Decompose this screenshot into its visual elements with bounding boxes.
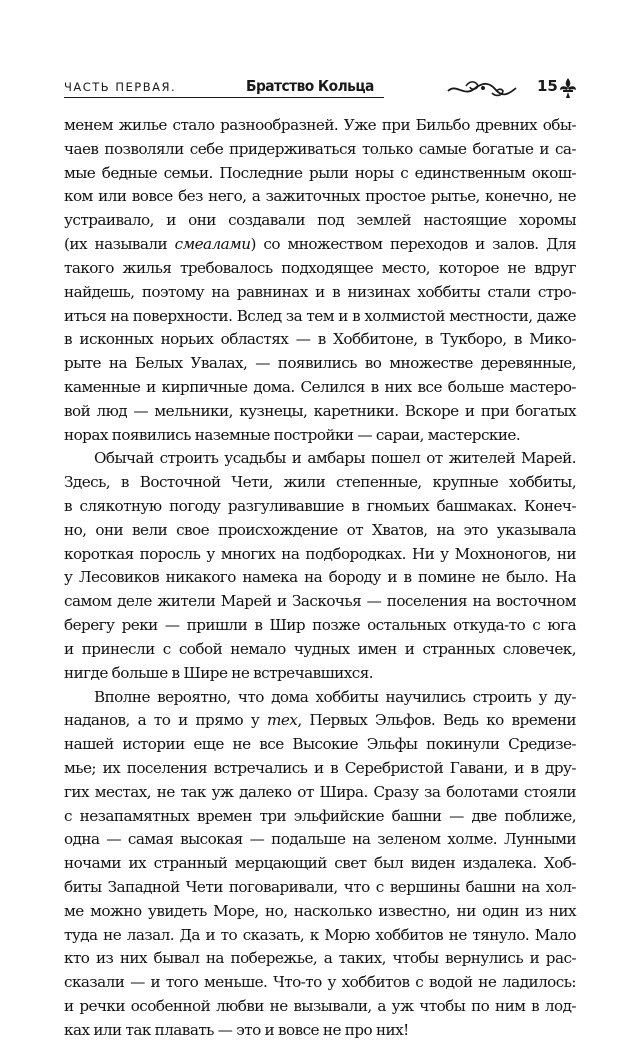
fleur-de-lis-icon xyxy=(558,77,578,99)
italic-term: смеалами xyxy=(174,235,251,254)
text-line xyxy=(64,352,576,376)
text-run: , Первых Эльфов. Ведь ко времени xyxy=(297,711,576,730)
text-line xyxy=(64,281,576,305)
text-run: мье; их поселения встречались и в Серебристой Гавани, и в дру- xyxy=(64,758,576,777)
text-line xyxy=(64,995,576,1019)
text-run: мые бедные семьи. Последние рыли норы с единственным окош- xyxy=(64,163,576,182)
flourish-ornament-icon xyxy=(446,77,520,99)
text-run: найдешь, поэтому на равнинах и в низинах хоббиты стали стро- xyxy=(64,282,576,301)
text-run: сказали — и того меньше. Что-то у хоббитов с водой не ладилось: xyxy=(64,973,576,992)
text-line xyxy=(64,376,576,400)
text-run: иться на поверхности. Вслед за тем и в холмистой местности, даже xyxy=(64,306,576,325)
text-run: короткая поросль у многих на подбородках. Ни у Мохноногов, ни xyxy=(64,544,576,563)
header-rule xyxy=(64,97,384,98)
text-line xyxy=(64,733,576,757)
text-line xyxy=(64,209,576,233)
text-line xyxy=(64,828,576,852)
text-run: устраивало, и они создавали под землей настоящие хоромы xyxy=(64,211,576,230)
text-run: но, они вели свое происхождение от Хватов, на это указывала xyxy=(64,520,576,539)
italic-term: тех xyxy=(267,711,298,730)
text-line xyxy=(64,781,576,805)
text-run: и речки особенной любви не вызывали, а уж чтобы по ним в лод- xyxy=(64,997,576,1016)
text-line xyxy=(64,924,576,948)
text-run: нашей истории еще не все Высокие Эльфы покинули Средизе- xyxy=(64,735,576,754)
text-line xyxy=(64,662,576,686)
text-run: и принесли с собой немало чудных имен и странных словечек, xyxy=(64,639,576,658)
text-line xyxy=(64,1019,576,1043)
text-run: вой люд — мельники, кузнецы, каретники. Вскоре и при богатых xyxy=(64,401,576,420)
text-run: такого жилья требовалось подходящее место, которое не вдруг xyxy=(64,258,576,277)
text-line xyxy=(64,566,576,590)
text-line xyxy=(64,400,576,424)
text-line xyxy=(64,162,576,186)
text-run: одна — самая высокая — подальше на зеленом холме. Лунными xyxy=(64,830,576,849)
text-run: Обычай строить усадьбы и амбары пошел от жителей Марей. xyxy=(94,449,576,468)
text-run: нигде больше в Шире не встречавшихся. xyxy=(64,663,374,682)
text-line xyxy=(64,471,576,495)
running-header xyxy=(64,76,572,100)
text-run: наданов, а то и прямо у xyxy=(64,711,268,730)
text-run: каменные и кирпичные дома. Селился в них все больше мастеро- xyxy=(64,377,576,396)
text-run: в исконных норьих областях — в Хоббитоне, в Тукборо, в Мико- xyxy=(64,330,576,349)
part-label: ЧАСТЬ ПЕРВАЯ. xyxy=(64,80,177,94)
text-run: чаев позволяли себе придерживаться только самые богатые и са- xyxy=(64,139,576,158)
text-run: Здесь, в Восточной Чети, жили степенные, крупные хоббиты, xyxy=(64,473,576,492)
page-number: 15 xyxy=(537,77,558,95)
text-run: с незапамятных времен три эльфийские башни — две поближе, xyxy=(64,806,576,825)
text-line xyxy=(64,971,576,995)
text-line xyxy=(64,233,576,257)
text-line xyxy=(64,138,576,162)
body-text xyxy=(64,114,576,1043)
text-line xyxy=(64,900,576,924)
text-line xyxy=(64,305,576,329)
text-line xyxy=(64,876,576,900)
text-run: у Лесовиков никакого намека на бороду и в помине не было. На xyxy=(64,568,576,587)
book-title: Братство Кольца xyxy=(246,77,374,95)
text-line xyxy=(64,114,576,138)
text-line xyxy=(64,709,576,733)
text-line xyxy=(64,495,576,519)
text-run: ком или вовсе без него, а зажиточных простое рытье, конечно, не xyxy=(64,187,576,206)
text-line xyxy=(64,185,576,209)
text-line xyxy=(64,757,576,781)
text-line xyxy=(64,424,576,448)
text-line xyxy=(64,638,576,662)
text-run: в слякотную погоду разгуливавшие в гномьих башмаках. Конеч- xyxy=(64,497,576,515)
text-run: рыте на Белых Увалах, — появились во множестве деревянные, xyxy=(64,354,576,373)
text-run: менем жилье стало разнообразней. Уже при Бильбо древних обы- xyxy=(64,116,576,134)
text-run: ме можно увидеть Море, но, насколько известно, ни один из них xyxy=(64,901,576,920)
text-line xyxy=(64,686,576,710)
text-run: ) со множеством переходов и залов. Для xyxy=(250,235,576,254)
text-run: берегу реки — пришли в Шир позже остальных откуда-то с юга xyxy=(64,616,576,635)
text-line xyxy=(64,519,576,543)
text-line xyxy=(64,852,576,876)
text-run: самом деле жители Марей и Заскочья — поселения на восточном xyxy=(64,592,576,611)
text-line xyxy=(64,447,576,471)
text-line xyxy=(64,257,576,281)
text-run: гих местах, не так уж далеко от Шира. Сразу за болотами стояли xyxy=(64,782,576,801)
text-line xyxy=(64,947,576,971)
text-run: туда не лазал. Да и то сказать, к Морю хоббитов не тянуло. Мало xyxy=(64,925,576,944)
text-run: ках или так плавать — это и вовсе не про них! xyxy=(64,1020,409,1039)
text-run: кто из них бывал на побережье, а таких, чтобы вернулись и рас- xyxy=(64,949,576,968)
text-line xyxy=(64,543,576,567)
text-run: Вполне вероятно, что дома хоббиты научились строить у ду- xyxy=(94,687,576,706)
text-line xyxy=(64,590,576,614)
text-run: биты Западной Чети поговаривали, что с вершины башни на хол- xyxy=(64,878,576,896)
text-line xyxy=(64,328,576,352)
text-run: (их называли xyxy=(64,235,175,254)
text-line xyxy=(64,614,576,638)
text-line xyxy=(64,805,576,829)
text-run: ночами их странный мерцающий свет был виден издалека. Хоб- xyxy=(64,854,576,873)
text-run: норах появились наземные постройки — сараи, мастерские. xyxy=(64,425,521,444)
